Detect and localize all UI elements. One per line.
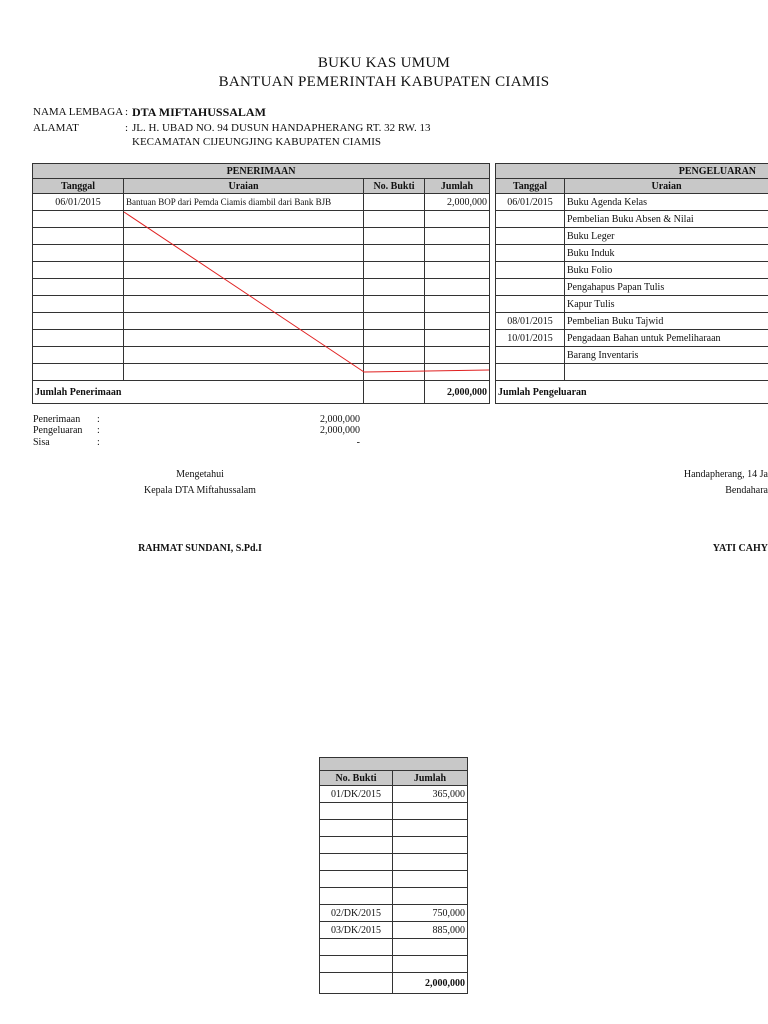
document-title: BUKU KAS UMUM [317,55,451,71]
receipts-total-label: Jumlah Penerimaan [33,381,364,404]
address-line-2: KECAMATAN CIJEUNGJING KABUPATEN CIAMIS [132,136,381,148]
row-description: Pembelian Buku Absen & Nilai [565,211,768,228]
receipts-section-title: PENERIMAAN [33,164,490,179]
institution-name: DTA MIFTAHUSSALAM [132,105,266,119]
row-proof [320,956,393,973]
row-description: Buku Folio [565,262,768,279]
row-proof [320,837,393,854]
sign-left-line-2: Kepala DTA Miftahussalam [144,485,256,496]
col-date: Tanggal [33,179,124,194]
sign-right-line-1: Handapherang, 14 Ja [683,469,768,480]
col-amount: Jumlah [425,179,490,194]
table-row [320,922,468,939]
row-amount: 365,000 [393,786,468,803]
row-amount: 750,000 [393,905,468,922]
row-date [496,347,565,364]
col-proof: No. Bukti [364,179,425,194]
proof-total-label [320,973,393,994]
proof-table-header-band [320,758,468,771]
col-proof: No. Bukti [320,771,393,786]
table-row [320,956,468,973]
table-row [320,888,468,905]
row-proof: 02/DK/2015 [320,905,393,922]
table-row [496,364,768,381]
table-row [496,228,768,245]
address-line-1: JL. H. UBAD NO. 94 DUSUN HANDAPHERANG RT. 32 RW. 13 [132,122,431,134]
table-row [320,871,468,888]
row-date: 06/01/2015 [496,194,565,211]
row-amount [393,939,468,956]
col-date: Tanggal [496,179,565,194]
summary-received-value: 2,000,000 [320,414,360,425]
strike-line-horizontal [364,370,489,372]
row-description [565,364,768,381]
row-proof [320,820,393,837]
row-date [496,364,565,381]
sign-left-name: RAHMAT SUNDANI, S.Pd.I [138,543,262,554]
total-row [320,973,468,994]
address-label: ALAMAT [33,122,79,134]
col-description: Uraian [124,179,364,194]
summary-balance-value: - [356,437,360,448]
summary-spent-label: Pengeluaran [33,425,83,436]
row-proof [320,854,393,871]
row-proof [320,871,393,888]
proof-table [319,757,468,994]
table-row [496,262,768,279]
summary-spent-value: 2,000,000 [320,425,360,436]
summary-received-label: Penerimaan [33,414,81,425]
row-proof [320,803,393,820]
table-row [320,803,468,820]
table-row [320,837,468,854]
row-date: 08/01/2015 [496,313,565,330]
row-description: Buku Agenda Kelas [565,194,768,211]
row-proof [320,888,393,905]
table-row [320,854,468,871]
row-amount [393,888,468,905]
institution-name-label: NAMA LEMBAGA [33,106,124,118]
table-row [496,245,768,262]
row-proof: 01/DK/2015 [320,786,393,803]
row-amount [393,871,468,888]
strike-line-diagonal [124,212,364,372]
row-date [496,296,565,313]
sign-right-line-2: Bendahara [725,485,768,496]
summary-balance-label: Sisa [33,437,50,448]
table-row [496,194,768,211]
row-date: 06/01/2015 [33,194,124,211]
total-row [496,381,768,404]
table-row [320,786,468,803]
table-row [320,820,468,837]
table-row [320,939,468,956]
row-date [496,228,565,245]
row-amount: 2,000,000 [425,194,490,211]
expenses-section-title: PENGELUARAN [496,164,768,179]
table-row [496,313,768,330]
row-description: Buku Leger [565,228,768,245]
row-description: Bantuan BOP dari Pemda Ciamis diambil dari Bank BJB [124,194,364,211]
row-description: Pengadaan Bahan untuk Pemeliharaan [565,330,768,347]
row-description: Kapur Tulis [565,296,768,313]
receipts-total-value: 2,000,000 [425,381,490,404]
row-date [496,279,565,296]
row-amount [393,803,468,820]
row-amount [393,956,468,973]
col-description: Uraian [565,179,768,194]
row-proof [320,939,393,956]
row-proof: 03/DK/2015 [320,922,393,939]
table-row [320,905,468,922]
row-date [496,245,565,262]
expenses-table [495,163,768,404]
sign-right-name: YATI CAHY [712,543,768,554]
row-date: 10/01/2015 [496,330,565,347]
row-description: Pengahapus Papan Tulis [565,279,768,296]
table-row [496,330,768,347]
proof-total-value: 2,000,000 [393,973,468,994]
row-date [496,211,565,228]
document-subtitle: BANTUAN PEMERINTAH KABUPATEN CIAMIS [218,74,550,90]
table-row [496,296,768,313]
row-description: Pembelian Buku Tajwid [565,313,768,330]
row-description: Barang Inventaris [565,347,768,364]
row-amount [393,837,468,854]
row-date [496,262,565,279]
col-amount: Jumlah [393,771,468,786]
expenses-total-label: Jumlah Pengeluaran [496,381,768,404]
row-amount [393,820,468,837]
table-row [496,211,768,228]
row-amount: 885,000 [393,922,468,939]
row-description: Buku Induk [565,245,768,262]
sign-left-line-1: Mengetahui [176,469,224,480]
table-row [496,279,768,296]
table-row [496,347,768,364]
row-amount [393,854,468,871]
